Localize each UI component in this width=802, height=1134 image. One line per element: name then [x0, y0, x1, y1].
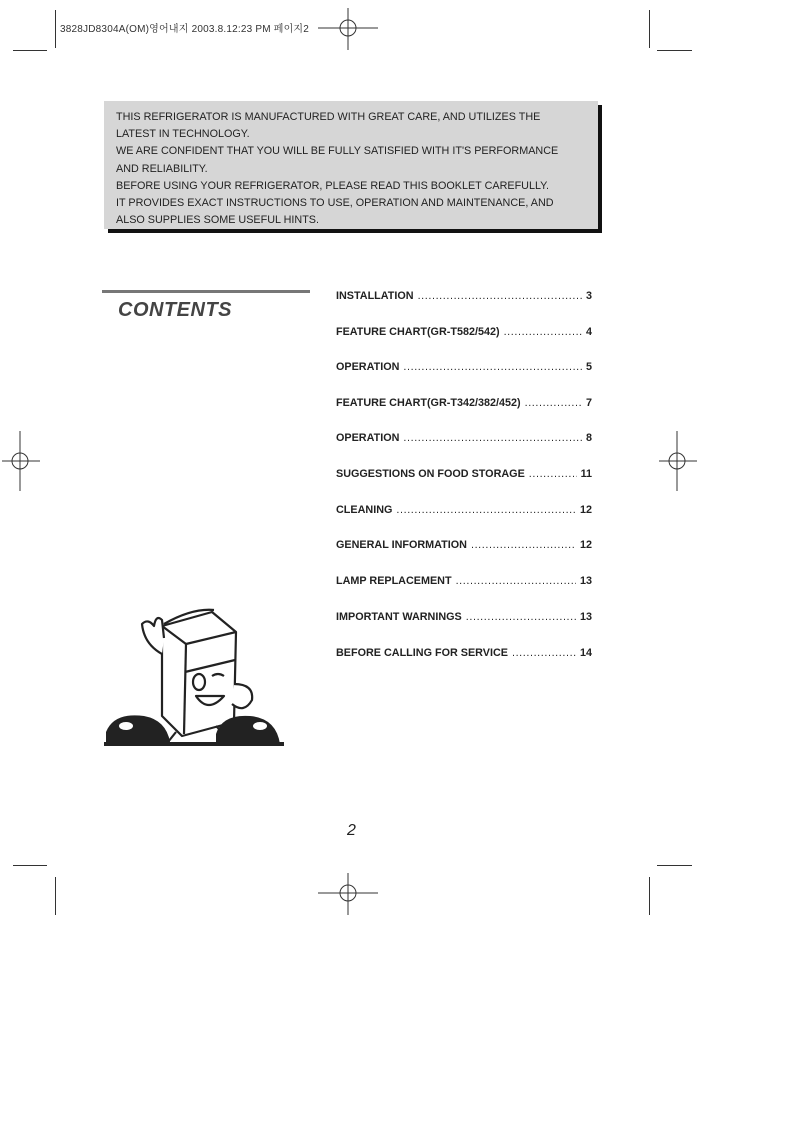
toc-leader	[418, 290, 582, 302]
intro-line: WE ARE CONFIDENT THAT YOU WILL BE FULLY SATISFIED WITH IT'S PERFORMANCE	[116, 145, 559, 158]
crop-mark	[657, 50, 692, 51]
toc-entry[interactable]	[336, 647, 592, 659]
intro-line: THIS REFRIGERATOR IS MANUFACTURED WITH GREAT CARE, AND UTILIZES THE	[116, 111, 541, 123]
registration-mark-icon	[0, 431, 50, 491]
toc-leader	[525, 397, 582, 409]
toc-entry[interactable]	[336, 290, 592, 302]
toc-page: 12	[579, 504, 592, 516]
toc-entry[interactable]	[336, 468, 592, 480]
toc-label: FEATURE CHART(GR-T342/382/452)	[336, 397, 521, 409]
page-number: 2	[347, 822, 356, 839]
toc-page: 12	[579, 539, 592, 551]
toc-label: FEATURE CHART(GR-T582/542)	[336, 326, 500, 338]
toc-label: SUGGESTIONS ON FOOD STORAGE	[336, 468, 525, 480]
registration-mark-icon	[318, 0, 378, 60]
intro-line: AND RELIABILITY.	[116, 162, 208, 175]
intro-line: IT PROVIDES EXACT INSTRUCTIONS TO USE, OPERATION AND MAINTENANCE, AND	[116, 197, 554, 210]
contents-title: CONTENTS	[118, 299, 232, 321]
toc-leader	[504, 326, 582, 338]
toc-page: 11	[580, 468, 592, 480]
toc-page: 14	[579, 647, 592, 659]
crop-mark	[649, 10, 650, 48]
toc-entry[interactable]	[336, 432, 592, 444]
toc-entry[interactable]	[336, 575, 592, 587]
toc-entry[interactable]	[336, 361, 592, 373]
intro-line: BEFORE USING YOUR REFRIGERATOR, PLEASE READ THIS BOOKLET CAREFULLY.	[116, 179, 549, 192]
toc-page: 13	[579, 575, 592, 587]
toc-label: GENERAL INFORMATION	[336, 539, 467, 551]
toc-label: IMPORTANT WARNINGS	[336, 611, 462, 623]
toc-entry[interactable]	[336, 397, 592, 409]
toc-page: 3	[585, 290, 592, 302]
toc-leader	[403, 361, 582, 373]
crop-mark	[55, 10, 56, 48]
refrigerator-mascot-illustration	[104, 604, 284, 749]
registration-mark-icon	[318, 863, 378, 923]
crop-mark	[649, 877, 650, 915]
toc-leader	[466, 611, 576, 623]
intro-line: ALSO SUPPLIES SOME USEFUL HINTS.	[116, 214, 319, 227]
toc-leader	[471, 539, 576, 551]
intro-box	[104, 101, 598, 229]
toc-leader	[529, 468, 577, 480]
toc-leader	[456, 575, 576, 587]
contents-rule	[102, 290, 310, 293]
toc-entry[interactable]	[336, 539, 592, 551]
toc-leader	[396, 504, 576, 516]
toc-entry[interactable]	[336, 504, 592, 516]
intro-line: LATEST IN TECHNOLOGY.	[116, 128, 250, 141]
toc-page: 7	[585, 397, 592, 409]
toc-leader	[403, 432, 582, 444]
toc-page: 5	[585, 361, 592, 373]
toc-page: 8	[585, 432, 592, 444]
toc-label: LAMP REPLACEMENT	[336, 575, 452, 587]
registration-mark-icon	[647, 431, 707, 491]
crop-mark	[657, 865, 692, 866]
toc-page: 13	[579, 611, 592, 623]
toc-label: INSTALLATION	[336, 290, 414, 302]
toc-label: OPERATION	[336, 432, 400, 444]
toc-entry[interactable]	[336, 611, 592, 623]
toc-label: BEFORE CALLING FOR SERVICE	[336, 647, 508, 659]
crop-mark	[13, 50, 47, 51]
toc-entry[interactable]	[336, 326, 592, 338]
crop-mark	[55, 877, 56, 915]
toc-leader	[512, 647, 576, 659]
toc-label: CLEANING	[336, 504, 393, 516]
crop-mark	[13, 865, 47, 866]
toc-label: OPERATION	[336, 361, 400, 373]
toc-page: 4	[585, 326, 592, 338]
print-header: 3828JD8304A(OM)영어내지 2003.8.12:23 PM 페이지2	[60, 24, 310, 35]
